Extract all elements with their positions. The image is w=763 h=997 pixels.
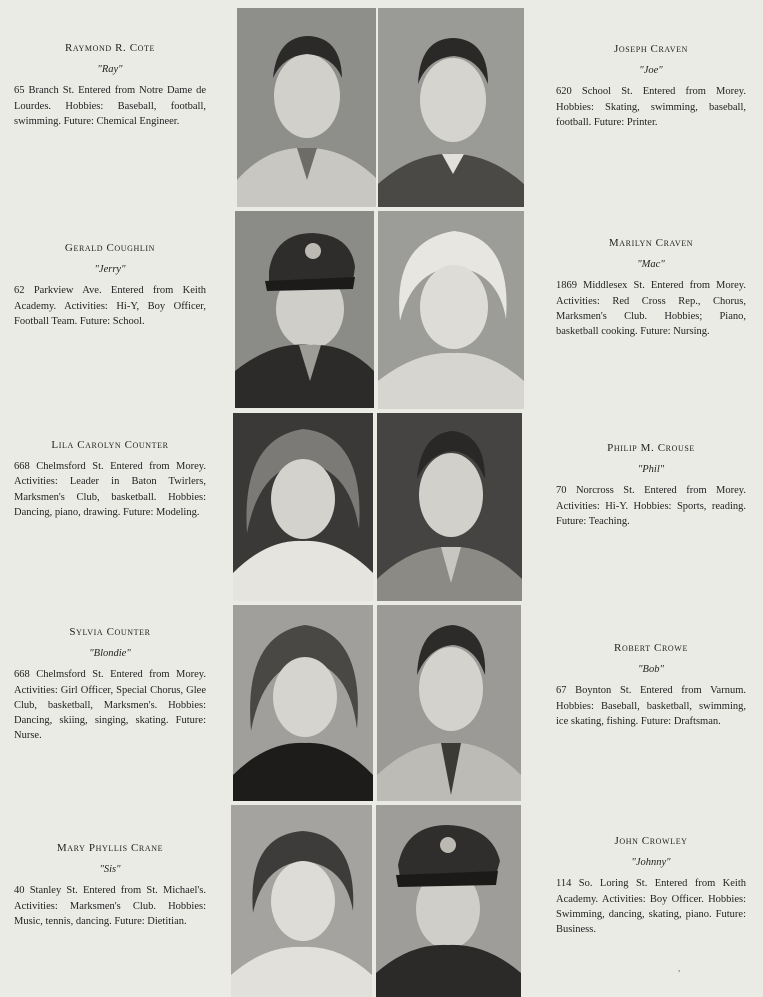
student-nickname: "Jerry" <box>94 264 126 276</box>
portrait-photo-crowley <box>376 805 521 997</box>
portrait-female-image <box>231 805 372 997</box>
student-entry-crouse <box>556 441 746 529</box>
portrait-male-image <box>237 8 376 207</box>
student-name: John Crowley <box>614 835 688 847</box>
portrait-photo-crowe <box>377 605 521 801</box>
student-nickname: "Blondie" <box>89 648 131 660</box>
student-bio: 70 Norcross St. Entered from Morey. Activities: Hi-Y. Hobbies: Sports, reading. Future: Teaching. <box>556 485 746 527</box>
student-name: Sylvia Counter <box>69 626 151 638</box>
student-bio: 62 Parkview Ave. Entered from Keith Academy. Activities: Hi-Y, Boy Officer, Football Team. Future: School. <box>14 285 206 327</box>
portrait-male-cap-image <box>235 211 374 408</box>
student-nickname: "Phil" <box>637 464 665 476</box>
student-nickname: "Bob" <box>638 664 664 676</box>
student-bio: 65 Branch St. Entered from Notre Dame de Lourdes. Hobbies: Baseball, football, swimming. Future: Chemical Engineer. <box>14 85 206 127</box>
portrait-female-image <box>378 211 524 409</box>
portrait-female-image <box>233 413 373 601</box>
student-name: Raymond R. Cote <box>64 42 156 54</box>
student-entry-coughlin <box>14 241 206 329</box>
student-name: Philip M. Crouse <box>607 442 695 454</box>
student-name: Gerald Coughlin <box>64 242 156 254</box>
student-nickname: "Mac" <box>637 259 665 271</box>
portrait-photo-coughlin <box>235 211 374 408</box>
portrait-male-image <box>377 605 521 801</box>
student-name: Lila Carolyn Counter <box>51 439 169 451</box>
portrait-male-image <box>378 8 524 207</box>
student-entry-counter-lila <box>14 438 206 520</box>
portrait-male-image <box>377 413 522 601</box>
student-bio: 620 School St. Entered from Morey. Hobbies: Skating, swimming, baseball, football. Future: Printer. <box>556 86 746 128</box>
student-bio: 668 Chelmsford St. Entered from Morey. Activities: Girl Officer, Special Chorus, Glee Club, basketball, Marksmen's. Hobbies: Dancing, skiing, singing, skating. Future: Nurse. <box>14 669 206 742</box>
student-bio: 67 Boynton St. Entered from Varnum. Hobbies: Baseball, basketball, swimming, ice skating, fishing. Future: Draftsman. <box>556 685 746 727</box>
portrait-photo-craven-joseph <box>378 8 524 207</box>
student-nickname: "Johnny" <box>631 857 671 869</box>
student-nickname: "Sis" <box>99 864 121 876</box>
student-entry-crowley <box>556 834 746 937</box>
student-bio: 668 Chelmsford St. Entered from Morey. Activities: Leader in Baton Twirlers, Marksmen's Club, basketball. Hobbies: Dancing, piano, drawing. Future: Modeling. <box>14 461 206 518</box>
portrait-photo-craven-marilyn <box>378 211 524 409</box>
student-entry-crane <box>14 841 206 929</box>
student-bio: 114 So. Loring St. Entered from Keith Academy. Activities: Boy Officer. Hobbies: Swimming, dancing, skating, piano. Future: Business. <box>556 878 746 936</box>
portrait-photo-counter-sylvia <box>233 605 373 801</box>
portrait-female-image <box>233 605 373 801</box>
page-mark: , <box>678 963 681 973</box>
portrait-photo-crane <box>231 805 372 997</box>
student-nickname: "Ray" <box>97 64 123 76</box>
portrait-photo-counter-lila <box>233 413 373 601</box>
student-bio: 1869 Middlesex St. Entered from Morey. Activities: Red Cross Rep., Chorus, Marksmen's Club. Hobbies; Piano, basketball cooking. Future: Nursing. <box>556 280 746 338</box>
student-name: Marilyn Craven <box>608 237 694 249</box>
student-entry-crowe <box>556 641 746 729</box>
student-name: Mary Phyllis Crane <box>56 842 164 854</box>
student-entry-craven-marilyn <box>556 236 746 339</box>
student-entry-craven-joseph <box>556 42 746 130</box>
student-entry-cote <box>14 41 206 129</box>
student-name: Joseph Craven <box>613 43 689 55</box>
student-nickname: "Joe" <box>639 65 663 77</box>
portrait-male-cap-image <box>376 805 521 997</box>
student-entry-counter-sylvia <box>14 625 206 743</box>
student-name: Robert Crowe <box>614 642 688 654</box>
portrait-photo-crouse <box>377 413 522 601</box>
portrait-photo-cote <box>237 8 376 207</box>
student-bio: 40 Stanley St. Entered from St. Michael's. Activities: Marksmen's Club. Hobbies: Music, tennis, dancing. Future: Dietitian. <box>14 885 206 927</box>
